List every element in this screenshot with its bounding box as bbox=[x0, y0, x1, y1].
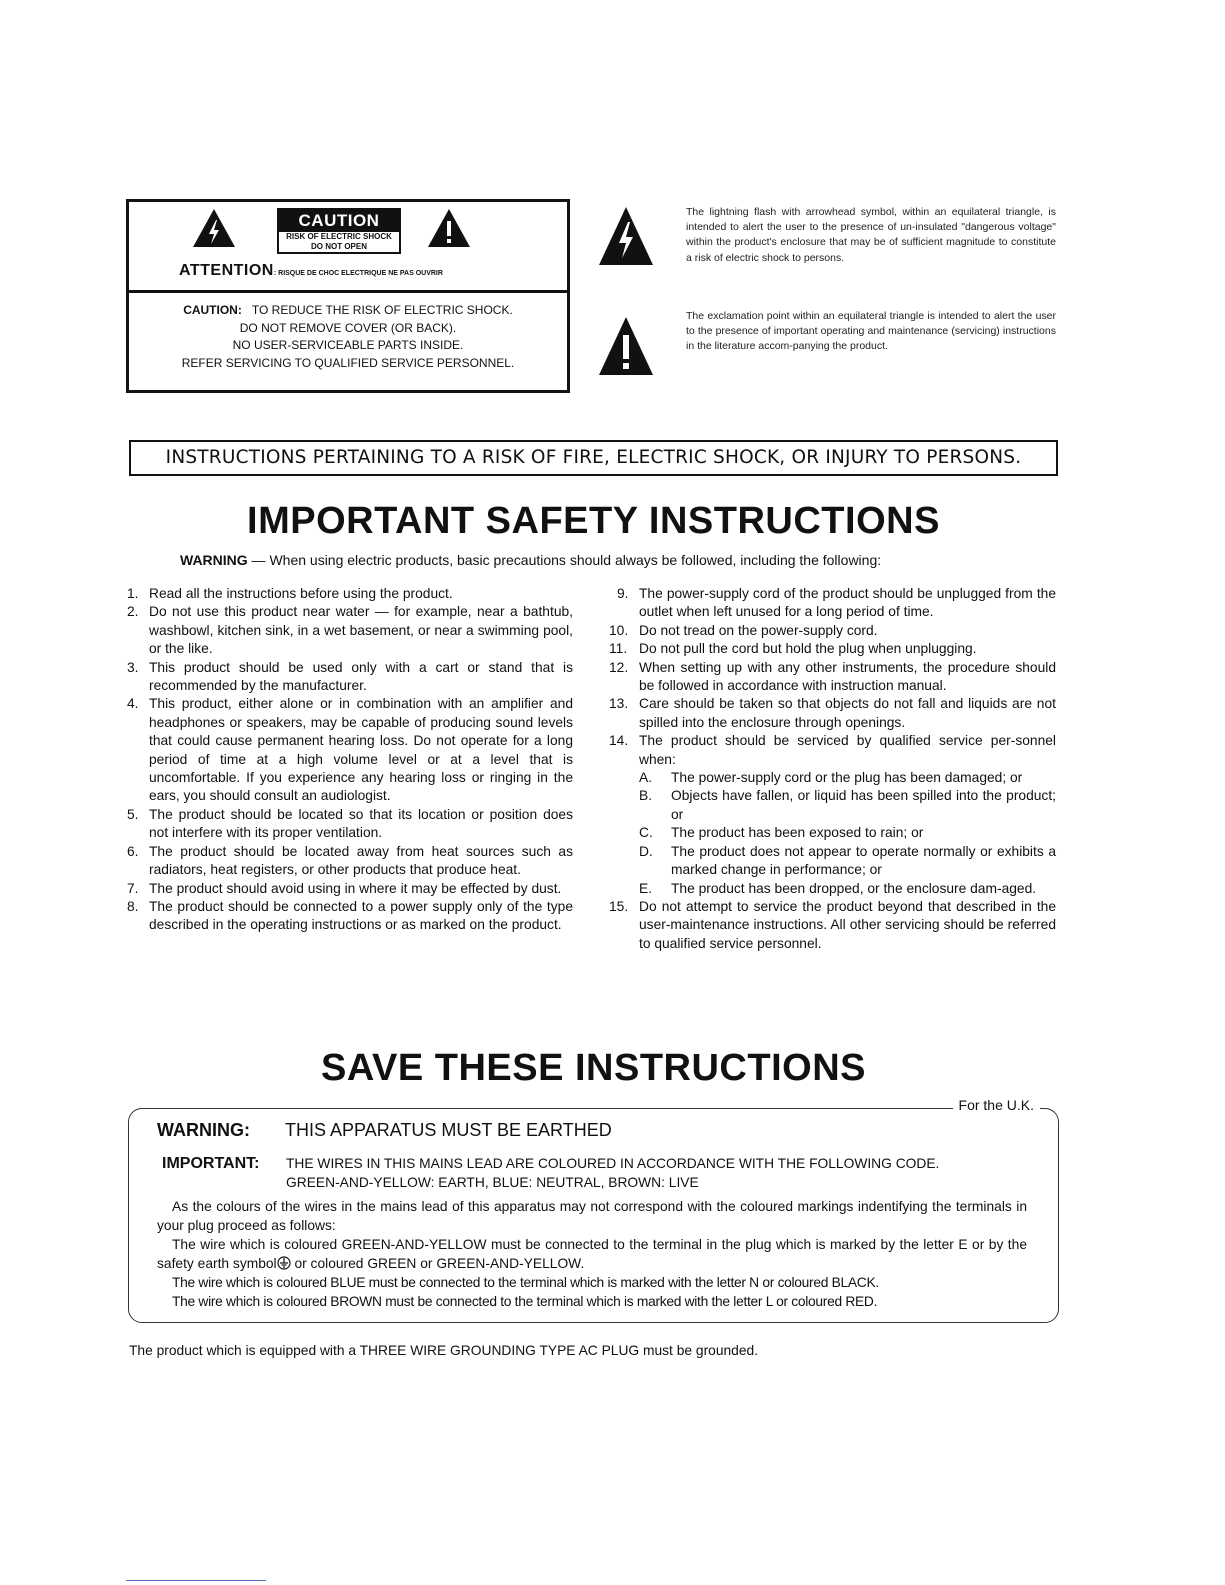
right-column bbox=[609, 585, 1056, 953]
uk-paragraph bbox=[157, 1235, 1027, 1273]
sub-item-letter: D. bbox=[639, 843, 653, 859]
caution-risk-line: DO NOT OPEN bbox=[310, 242, 367, 251]
item-number: 2. bbox=[127, 604, 139, 620]
uk-wire-code: GREEN-AND-YELLOW: EARTH, BLUE: NEUTRAL, BROWN: LIVE bbox=[286, 1175, 699, 1190]
page-title: IMPORTANT SAFETY INSTRUCTIONS bbox=[247, 500, 940, 542]
lightning-explanation: The lightning flash with arrowhead symbol, within an equilateral triangle, is intended to alert the user to the presence of un-insulated "dangerous voltage" within the product's enclosure that may be of sufficient magnitude to constitute a risk of electric shock to persons. bbox=[686, 206, 1056, 264]
sub-list-item bbox=[639, 769, 1056, 787]
list-item bbox=[127, 880, 573, 898]
caution-line: NO USER-SERVICEABLE PARTS INSIDE. bbox=[232, 338, 464, 352]
lightning-warning-icon bbox=[192, 208, 236, 248]
left-column bbox=[127, 585, 573, 935]
item-number: 7. bbox=[127, 880, 139, 896]
uk-paragraph: As the colours of the wires in the mains lead of this apparatus may not correspond with the coloured markings indentifying the terminals in your plug proceed as follows: bbox=[157, 1199, 1027, 1233]
uk-important-text: THE WIRES IN THIS MAINS LEAD ARE COLOURED IN ACCORDANCE WITH THE FOLLOWING CODE. bbox=[286, 1156, 940, 1171]
list-item bbox=[609, 622, 1056, 640]
uk-paragraph-text: or coloured GREEN or GREEN-AND-YELLOW. bbox=[290, 1256, 585, 1271]
list-item bbox=[609, 640, 1056, 658]
item-text: The product should be serviced by qualified service per-sonnel when: bbox=[639, 733, 1056, 767]
list-item bbox=[127, 585, 573, 603]
item-number: 12. bbox=[609, 659, 629, 675]
list-item bbox=[609, 585, 1056, 622]
item-text: The product should be located so that its location or position does not interfere with its proper ventilation. bbox=[149, 806, 573, 841]
item-text: When setting up with any other instruments, the procedure should be followed in accordance with instruction manual. bbox=[639, 659, 1056, 694]
save-instructions-title: SAVE THESE INSTRUCTIONS bbox=[321, 1047, 866, 1089]
list-item bbox=[127, 695, 573, 805]
bottom-rule bbox=[126, 1580, 266, 1581]
item-text: The product should avoid using in where it may be effected by dust. bbox=[149, 880, 562, 896]
item-number: 13. bbox=[609, 696, 629, 712]
item-number: 15. bbox=[609, 898, 629, 914]
item-text: This product, either alone or in combination with an amplifier and headphones or speakers, may be capable of producing sound levels that could cause permanent hearing loss. Do not operate for a long period of time at a high volume level or at a level that is uncomfortable. If you experience any hearing loss or ringing in the ears, you should consult an audiologist. bbox=[149, 696, 573, 804]
sub-item-letter: C. bbox=[639, 825, 653, 841]
sub-item-text: The power-supply cord or the plug has been damaged; or bbox=[671, 770, 1023, 786]
sub-item-text: The product does not appear to operate normally or exhibits a marked change in performance; or bbox=[671, 843, 1056, 878]
grounding-note: The product which is equipped with a THREE WIRE GROUNDING TYPE AC PLUG must be grounded. bbox=[129, 1343, 759, 1358]
sub-list bbox=[609, 769, 1056, 898]
caution-line-label: CAUTION: bbox=[183, 303, 242, 317]
item-number: 6. bbox=[127, 843, 139, 859]
sub-item-letter: A. bbox=[639, 770, 653, 786]
caution-header bbox=[129, 202, 567, 293]
exclamation-symbol-icon bbox=[598, 316, 654, 376]
uk-important-label: IMPORTANT: bbox=[162, 1155, 260, 1172]
list-item bbox=[127, 806, 573, 843]
sub-list-item bbox=[639, 787, 1056, 824]
exclamation-warning-icon bbox=[427, 208, 471, 248]
list-item bbox=[127, 898, 573, 935]
warning-text: — When using electric products, basic precautions should always be followed, including the following: bbox=[247, 552, 882, 568]
sub-list-item bbox=[639, 824, 1056, 842]
item-number: 8. bbox=[127, 898, 139, 914]
item-number: 3. bbox=[127, 659, 139, 675]
risk-header: INSTRUCTIONS PERTAINING TO A RISK OF FIRE, ELECTRIC SHOCK, OR INJURY TO PERSONS. bbox=[129, 440, 1058, 476]
list-item bbox=[609, 898, 1056, 953]
uk-warning-text: THIS APPARATUS MUST BE EARTHED bbox=[285, 1120, 612, 1140]
attention-line bbox=[179, 262, 443, 280]
sub-list-item bbox=[639, 880, 1056, 898]
item-number: 9. bbox=[617, 586, 629, 601]
uk-warning-label: WARNING: bbox=[157, 1120, 250, 1140]
item-number: 1. bbox=[127, 586, 139, 601]
list-item bbox=[609, 659, 1056, 696]
sub-list-item bbox=[639, 843, 1056, 880]
item-number: 4. bbox=[127, 696, 139, 712]
item-number: 11. bbox=[609, 641, 628, 657]
uk-paragraph-text: The wire which is coloured GREEN-AND-YELLOW must be connected to the terminal in the plug which is marked by the letter E or by the safety earth symbol bbox=[157, 1237, 1027, 1271]
sub-item-text: Objects have fallen, or liquid has been spilled into the product; or bbox=[671, 788, 1056, 822]
caution-risk-line: RISK OF ELECTRIC SHOCK bbox=[286, 232, 392, 241]
caution-line: TO REDUCE THE RISK OF ELECTRIC SHOCK. bbox=[251, 303, 513, 317]
attention-text: : RISQUE DE CHOC ELECTRIQUE NE PAS OUVRIR bbox=[273, 270, 443, 277]
caution-line: REFER SERVICING TO QUALIFIED SERVICE PERSONNEL. bbox=[181, 355, 515, 370]
sub-item-letter: E. bbox=[639, 880, 653, 896]
list-item bbox=[609, 732, 1056, 769]
caution-title: CAUTION bbox=[279, 210, 399, 232]
list-item bbox=[127, 603, 573, 658]
list-item bbox=[127, 659, 573, 696]
uk-paragraph: The wire which is coloured BROWN must be connected to the terminal which is marked with the letter L or coloured RED. bbox=[172, 1294, 878, 1309]
item-text: Do not attempt to service the product beyond that described in the user-maintenance instructions. All other servicing should be referred to qualified service personnel. bbox=[639, 898, 1056, 951]
item-text: Do not pull the cord but hold the plug when unplugging. bbox=[639, 641, 977, 657]
warning-line bbox=[180, 552, 881, 568]
item-text: This product should be used only with a cart or stand that is recommended by the manufacturer. bbox=[149, 659, 573, 694]
lightning-symbol-icon bbox=[598, 206, 654, 266]
uk-earthing-box bbox=[128, 1097, 1059, 1323]
caution-text bbox=[129, 302, 567, 372]
attention-word: ATTENTION bbox=[179, 262, 274, 279]
list-item bbox=[609, 695, 1056, 732]
item-number: 5. bbox=[127, 806, 139, 822]
item-text: Do not tread on the power-supply cord. bbox=[639, 622, 878, 638]
uk-label: For the U.K. bbox=[953, 1097, 1040, 1113]
uk-warning-line bbox=[157, 1121, 612, 1140]
caution-label bbox=[277, 208, 401, 254]
list-item bbox=[127, 843, 573, 880]
sub-item-letter: B. bbox=[639, 788, 653, 804]
item-text: Care should be taken so that objects do not fall and liquids are not spilled into the enclosure through openings. bbox=[639, 696, 1056, 730]
item-text: The product should be connected to a power supply only of the type described in the operating instructions or as marked on the product. bbox=[149, 898, 573, 933]
caution-line: DO NOT REMOVE COVER (OR BACK). bbox=[239, 320, 457, 335]
item-number: 14. bbox=[609, 733, 629, 749]
uk-paragraph: The wire which is coloured BLUE must be connected to the terminal which is marked with the letter N or coloured BLACK. bbox=[172, 1275, 879, 1290]
uk-important-line bbox=[162, 1154, 939, 1173]
warning-label: WARNING bbox=[180, 552, 248, 568]
item-text: The product should be located away from heat sources such as radiators, heat registers, or other products that produce heat. bbox=[149, 843, 573, 878]
item-number: 10. bbox=[609, 622, 629, 638]
exclamation-explanation: The exclamation point within an equilateral triangle is intended to alert the user to the presence of important operating and maintenance (servicing) instructions in the literature accom-panying the product. bbox=[686, 310, 1056, 353]
sub-item-text: The product has been exposed to rain; or bbox=[671, 825, 924, 841]
sub-item-text: The product has been dropped, or the enclosure dam-aged. bbox=[671, 880, 1037, 896]
item-text: The power-supply cord of the product should be unplugged from the outlet when left unused for a long period of time. bbox=[639, 586, 1056, 620]
item-text: Do not use this product near water — for example, near a bathtub, washbowl, kitchen sink, in a wet basement, or near a swimming pool, or the like. bbox=[149, 604, 573, 657]
item-text: Read all the instructions before using the product. bbox=[149, 586, 453, 601]
earth-symbol-icon bbox=[277, 1256, 291, 1270]
caution-label-box bbox=[126, 199, 570, 393]
